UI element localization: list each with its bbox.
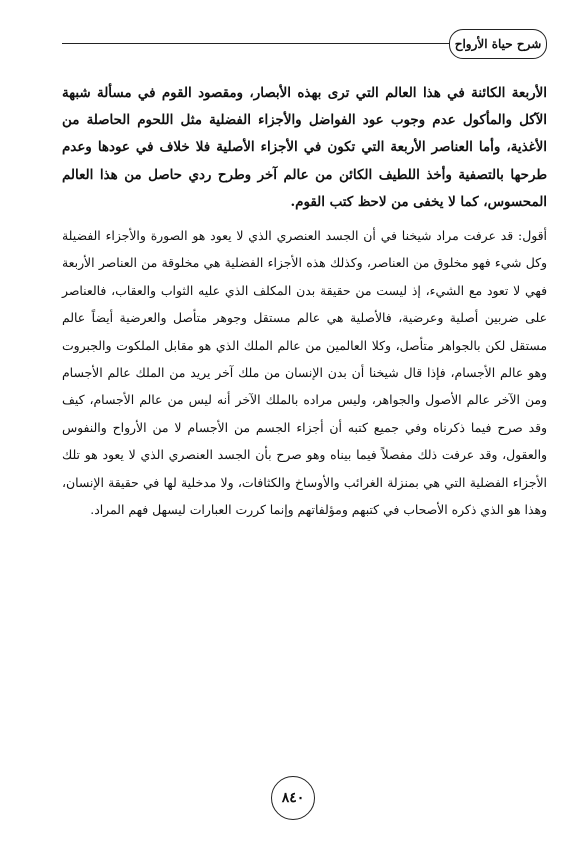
paragraph-commentary: أقول: قد عرفت مراد شيخنا في أن الجسد العنصري الذي لا يعود هو الصورة والأجزاء الفضيلة وكل شيء فهو مخلوق من العناصر، وكذلك هذه الأجزاء الفضلية هي مخلوقة من العناصر الأربعة فهي لا تعود مع الشيء، إذ ليست من حقيقة بدن المكلف الذي عليه الثواب والعقاب، فالعناصر على ضربين أصلية وعرضية، فالأصلية هي عالم مستقل وجوهر متأصل والعرضية أيضاً عالم مستقل لكن بالجواهر متأصل، وكلا العالمين من عالم الملك الذي هو مقابل الملكوت والجبروت وهو عالم الأجسام، فإذا قال شيخنا أن بدن الإنسان من ملك آخر يريد من الملك عالم الأجسام ومن الآخر عالم الأصول والجواهر، وليس مراده بالملك الآخر أنه ليس من عالم الأجسام، كيف وقد صرح فيما ذكرناه وفي جميع كتبه أن أجزاء الجسم من الأجسام لا من الأرواح والنفوس والعقول، وقد عرفت ذلك مفصلاً فيما بيناه وهو صرح بأن الجسد العنصري الذي لا يعود هو تلك الأجزاء الفضلية التي هي بمنزلة الغرائب والأوساخ والكثافات، ولا مدخلية لها في حقيقة الإنسان، وهذا هو الذي ذكره الأصحاب في كتبهم ومؤلفاتهم وإنما كررت العبارات ليسهل فهم المراد. [62,228,547,518]
running-header [449,29,547,59]
page-number-badge [271,776,315,820]
running-header-title: شرح حياة الأرواح [454,37,542,51]
page-number: ٨٤٠ [281,790,305,806]
header-rule [62,43,455,44]
paragraph-bold-quote: الأربعة الكائنة في هذا العالم التي ترى بهذه الأبصار، ومقصود القوم في مسألة شبهة الآكل والمأكول عدم وجوب عود الفواضل والأجزاء الفضلية مثل اللحوم الحاصلة من الأغذية، وأما العناصر الأربعة التي تكون في الأجزاء الأصلية فلا خلاف في عودها وعدم طرحها بالتصفية وأخذ اللطيف الكائن من عالم آخر وطرح ردي حاصل من هذا العالم المحسوس، كما لا يخفى من لاحظ كتب القوم. [62,85,547,210]
body-text [62,80,547,523]
